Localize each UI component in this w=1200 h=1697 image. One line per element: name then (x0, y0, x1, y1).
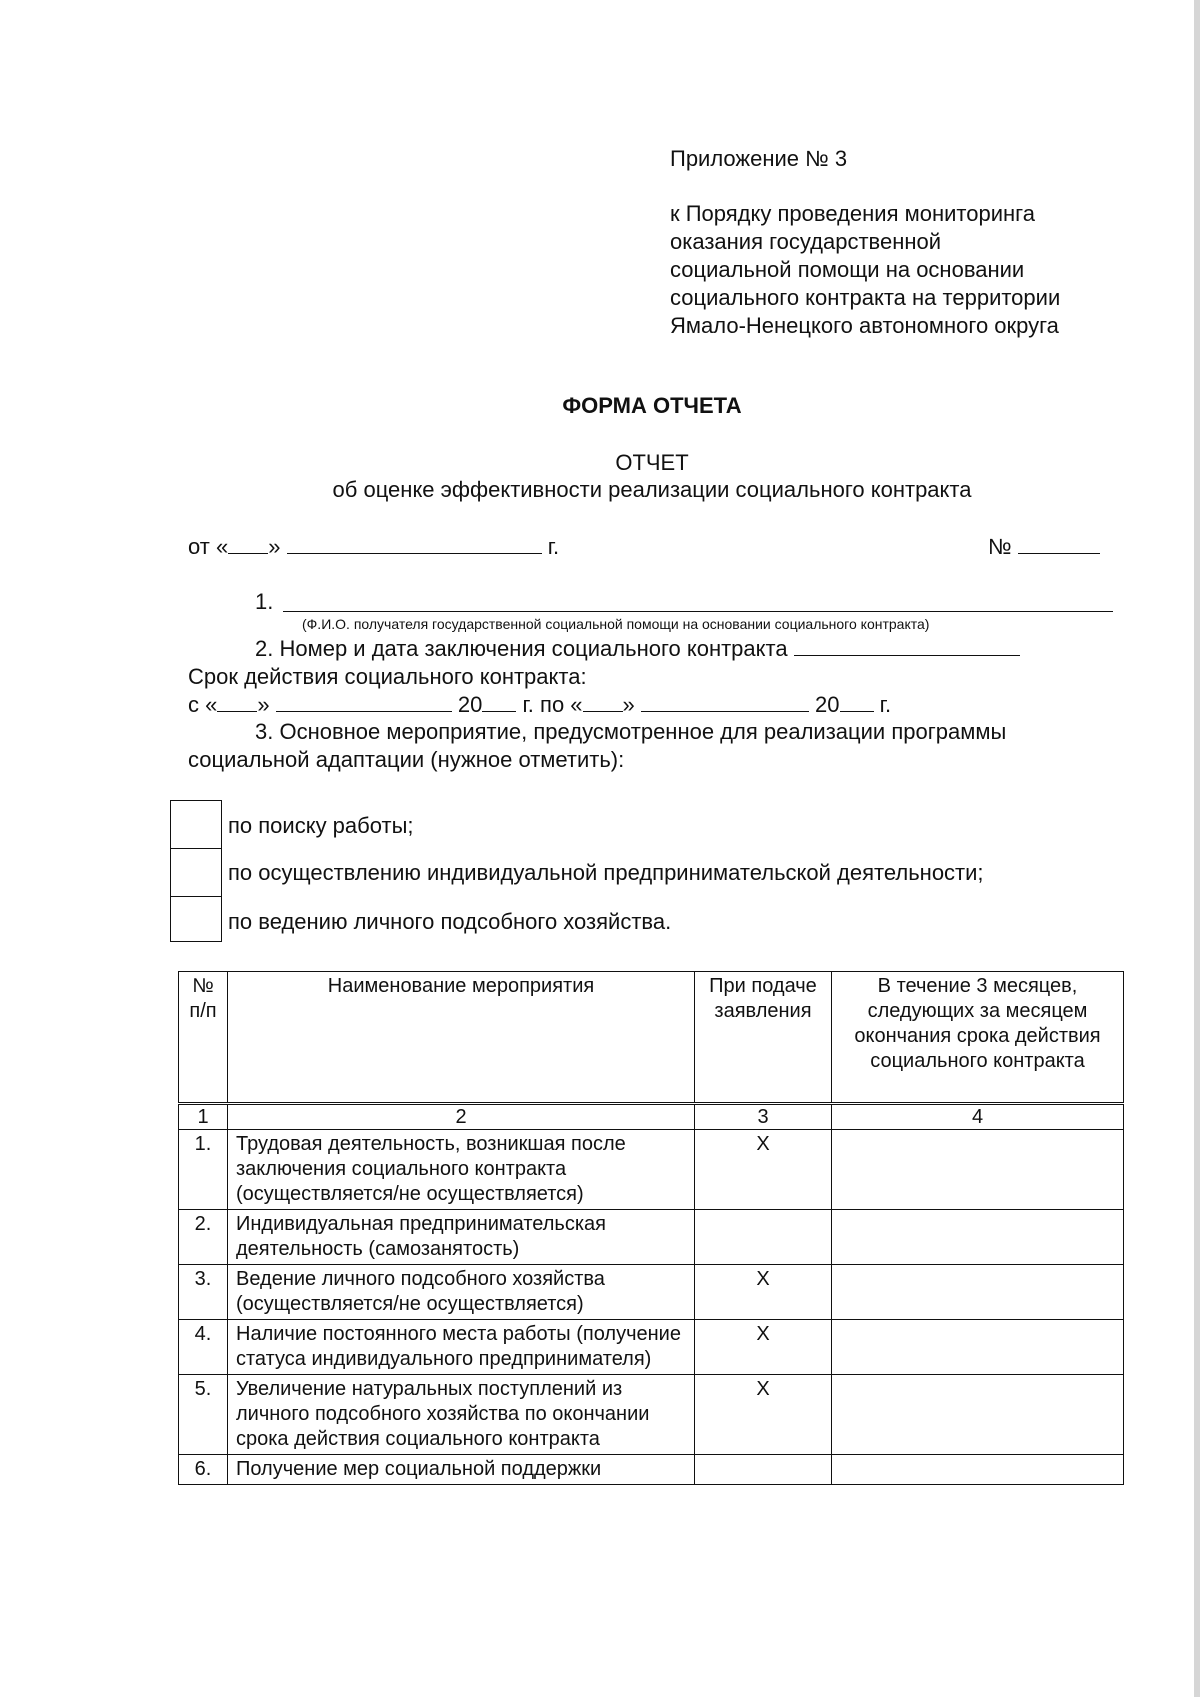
row-application-mark[interactable]: X (695, 1320, 832, 1375)
row-3-months-cell[interactable] (832, 1130, 1124, 1210)
date-from-label: от « (188, 534, 229, 559)
table-row (179, 1375, 1124, 1455)
header-name: Наименование мероприятия (228, 972, 695, 1104)
appendix-line: оказания государственной (670, 229, 942, 254)
option-checkboxes (170, 800, 222, 942)
row-name: Получение мер социальной поддержки (228, 1455, 695, 1485)
row-number: 2. (179, 1210, 228, 1265)
appendix-number: Приложение № 3 (670, 146, 848, 171)
header-on-application: При подаче заявления (695, 972, 832, 1104)
row-3-months-cell[interactable] (832, 1320, 1124, 1375)
month-year-blank (287, 533, 542, 554)
date-close-quote: » (268, 534, 281, 559)
column-number: 3 (695, 1104, 832, 1130)
fio-blank (283, 591, 1113, 612)
header-within-3-months: В течение 3 месяцев, следующих за месяцем окончания срока действия социального контракта (832, 972, 1124, 1104)
form-title: ФОРМА ОТЧЕТА (562, 393, 742, 418)
appendix-line: социальной помощи на основании (670, 257, 1025, 282)
row-name: Индивидуальная предпринимательская деятельность (самозанятость) (228, 1210, 695, 1265)
checkbox-job-search[interactable] (171, 801, 221, 849)
row-number: 5. (179, 1375, 228, 1455)
period-to: г. по « (522, 692, 583, 717)
period-day1-blank (217, 691, 257, 712)
period-day2-blank (583, 691, 623, 712)
column-number: 4 (832, 1104, 1124, 1130)
item3-line1: 3. Основное мероприятие, предусмотренное для реализации программы (255, 719, 1007, 744)
period-from: с « (188, 692, 218, 717)
table-row (179, 1210, 1124, 1265)
number-label: № (988, 534, 1012, 559)
number-blank (1018, 533, 1100, 554)
checkbox-household[interactable] (171, 897, 221, 945)
column-number: 1 (179, 1104, 228, 1130)
column-number-row (179, 1104, 1124, 1130)
option-label: по осуществлению индивидуальной предпринимательской деятельности; (228, 860, 984, 885)
row-name: Трудовая деятельность, возникшая после заключения социального контракта (осуществляется/не осуществляется) (228, 1130, 695, 1210)
appendix-text (670, 200, 1060, 340)
period-year2: 20 (815, 692, 840, 717)
row-number: 6. (179, 1455, 228, 1485)
table-header-row (179, 972, 1124, 1104)
fio-caption: (Ф.И.О. получателя государственной социальной помощи на основании социального контракта) (302, 616, 930, 632)
period-close-quote: » (257, 692, 270, 717)
header-num: № п/п (179, 972, 228, 1104)
appendix-line: к Порядку проведения мониторинга (670, 201, 1035, 226)
row-application-mark[interactable] (695, 1455, 832, 1485)
report-subtitle: об оценке эффективности реализации социального контракта (332, 477, 972, 502)
option-label: по поиску работы; (228, 813, 414, 838)
row-name: Наличие постоянного места работы (получение статуса индивидуального предпринимателя) (228, 1320, 695, 1375)
contract-blank (794, 635, 1020, 656)
page-edge (1194, 0, 1200, 1697)
row-application-mark[interactable]: X (695, 1375, 832, 1455)
row-number: 1. (179, 1130, 228, 1210)
row-name: Увеличение натуральных поступлений из личного подсобного хозяйства по окончании срока действия социального контракта (228, 1375, 695, 1455)
date-year-suffix: г. (547, 534, 560, 559)
period-suffix: г. (879, 692, 892, 717)
row-application-mark[interactable] (695, 1210, 832, 1265)
period-month1-blank (276, 691, 452, 712)
item2-text: 2. Номер и дата заключения социального контракта (255, 636, 788, 661)
period-line (188, 691, 891, 718)
column-number: 2 (228, 1104, 695, 1130)
row-3-months-cell[interactable] (832, 1375, 1124, 1455)
option-label: по ведению личного подсобного хозяйства. (228, 909, 672, 934)
item2-line (255, 635, 1020, 662)
row-application-mark[interactable]: X (695, 1130, 832, 1210)
term-label: Срок действия социального контракта: (188, 664, 587, 689)
item3-line2: социальной адаптации (нужное отметить): (188, 747, 625, 772)
row-3-months-cell[interactable] (832, 1210, 1124, 1265)
table-row (179, 1130, 1124, 1210)
appendix-line: социального контракта на территории (670, 285, 1061, 310)
row-name: Ведение личного подсобного хозяйства (осуществляется/не осуществляется) (228, 1265, 695, 1320)
row-application-mark[interactable]: X (695, 1265, 832, 1320)
table-row (179, 1455, 1124, 1485)
number-line (988, 533, 1100, 560)
row-3-months-cell[interactable] (832, 1265, 1124, 1320)
appendix-line: Ямало-Ненецкого автономного округа (670, 313, 1059, 338)
period-close-quote2: » (622, 692, 635, 717)
period-year2-blank (840, 691, 874, 712)
item1-number: 1. (255, 589, 274, 614)
period-year1: 20 (457, 692, 483, 717)
report-table (178, 971, 1124, 1485)
checkbox-entrepreneurship[interactable] (171, 849, 221, 897)
table-row (179, 1320, 1124, 1375)
table-row (179, 1265, 1124, 1320)
date-line (188, 533, 559, 560)
period-year1-blank (482, 691, 516, 712)
report-title: ОТЧЕТ (615, 450, 689, 475)
row-number: 3. (179, 1265, 228, 1320)
row-3-months-cell[interactable] (832, 1455, 1124, 1485)
period-month2-blank (641, 691, 809, 712)
day-blank (228, 533, 268, 554)
row-number: 4. (179, 1320, 228, 1375)
